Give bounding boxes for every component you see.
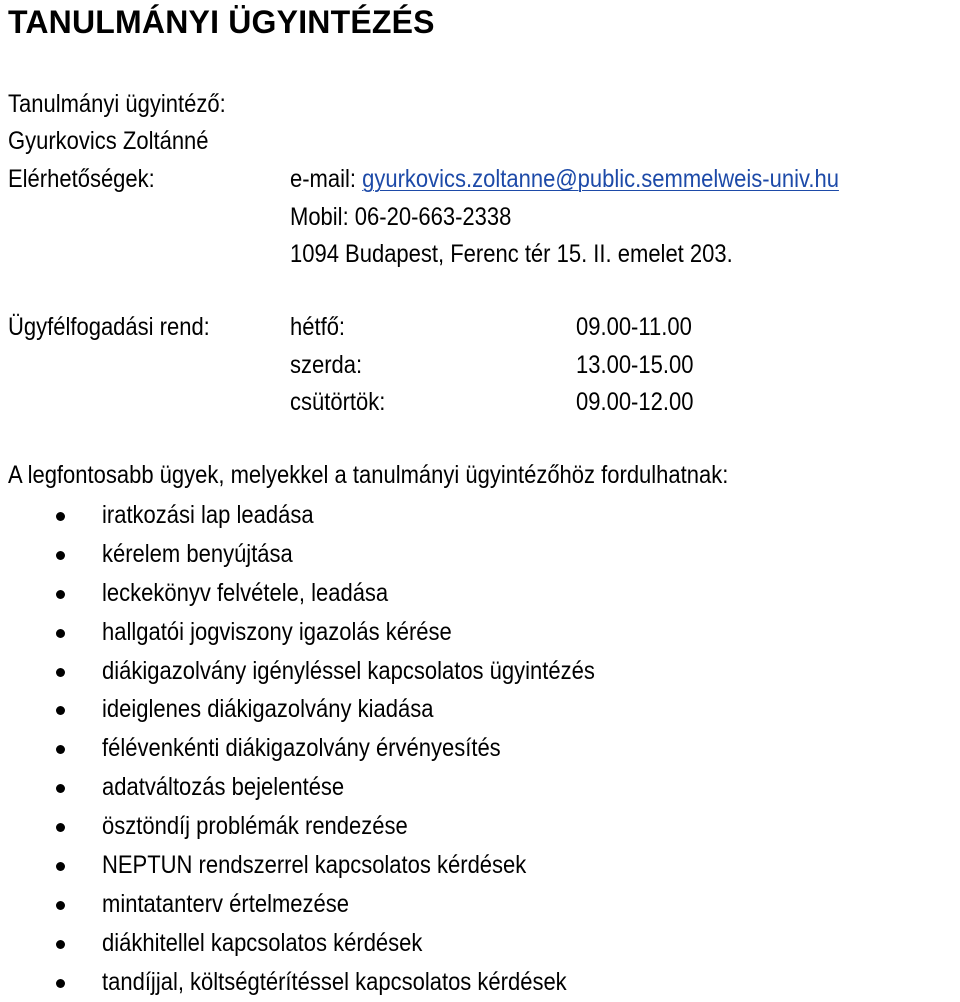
office-hours-day: csütörtök: (290, 388, 386, 416)
list-item (0, 963, 960, 1002)
bullet-dot-icon (56, 551, 65, 560)
office-hours-time: 09.00-11.00 (576, 313, 692, 341)
officer-name: Gyurkovics Zoltánné (8, 127, 209, 155)
list-item (0, 885, 960, 924)
list-item (0, 574, 960, 613)
bullet-dot-icon (56, 823, 65, 832)
list-item (0, 807, 960, 846)
list-item (0, 652, 960, 691)
officer-label: Tanulmányi ügyintéző: (8, 90, 226, 118)
bullet-dot-icon (56, 901, 65, 910)
list-item-label: hallgatói jogviszony igazolás kérése (102, 617, 452, 646)
office-hours-time: 09.00-12.00 (576, 388, 694, 416)
list-item-label: ideiglenes diákigazolvány kiadása (102, 695, 434, 724)
list-item-label: ösztöndíj problémák rendezése (102, 812, 408, 841)
office-hours-label: Ügyfélfogadási rend: (8, 313, 210, 341)
bullet-dot-icon (56, 979, 65, 988)
list-item-label: tandíjjal, költségtérítéssel kapcsolatos kérdések (102, 967, 567, 996)
office-hours-time: 13.00-15.00 (576, 351, 694, 379)
office-address: 1094 Budapest, Ferenc tér 15. II. emelet 203. (290, 240, 733, 268)
bullet-dot-icon (56, 745, 65, 754)
email-prefix: e-mail: (290, 165, 363, 193)
list-item-label: NEPTUN rendszerrel kapcsolatos kérdések (102, 851, 527, 880)
list-item (0, 768, 960, 807)
bullet-dot-icon (56, 706, 65, 715)
list-item-label: mintatanterv értelmezése (102, 889, 350, 918)
mobile-number: Mobil: 06-20-663-2338 (290, 203, 512, 231)
list-item-label: leckekönyv felvétele, leadása (102, 578, 389, 607)
office-hours-day: hétfő: (290, 313, 346, 341)
bullet-dot-icon (56, 940, 65, 949)
list-item (0, 535, 960, 574)
bullet-dot-icon (56, 512, 65, 521)
office-hours-day: szerda: (290, 351, 363, 379)
list-item-label: diákigazolvány igényléssel kapcsolatos ügyintézés (102, 656, 595, 685)
list-item (0, 496, 960, 535)
list-item (0, 846, 960, 885)
list-item-label: adatváltozás bejelentése (102, 773, 345, 802)
email-line (290, 163, 839, 195)
list-item (0, 690, 960, 729)
list-item-label: diákhitellel kapcsolatos kérdések (102, 928, 423, 957)
topics-intro: A legfontosabb ügyek, melyekkel a tanulmányi ügyintézőhöz fordulhatnak: (8, 461, 729, 489)
bullet-dot-icon (56, 590, 65, 599)
topics-list (0, 496, 960, 1002)
contacts-label: Elérhetőségek: (8, 165, 155, 193)
list-item-label: iratkozási lap leadása (102, 501, 314, 529)
list-item (0, 729, 960, 768)
bullet-dot-icon (56, 629, 65, 638)
page-title: TANULMÁNYI ÜGYINTÉZÉS (8, 4, 435, 40)
list-item-label: kérelem benyújtása (102, 539, 293, 568)
list-item (0, 613, 960, 652)
list-item-label: félévenkénti diákigazolvány érvényesítés (102, 734, 501, 763)
bullet-dot-icon (56, 668, 65, 677)
list-item (0, 924, 960, 963)
bullet-dot-icon (56, 862, 65, 871)
email-link[interactable]: gyurkovics.zoltanne@public.semmelweis-univ.hu (362, 165, 839, 193)
bullet-dot-icon (56, 784, 65, 793)
